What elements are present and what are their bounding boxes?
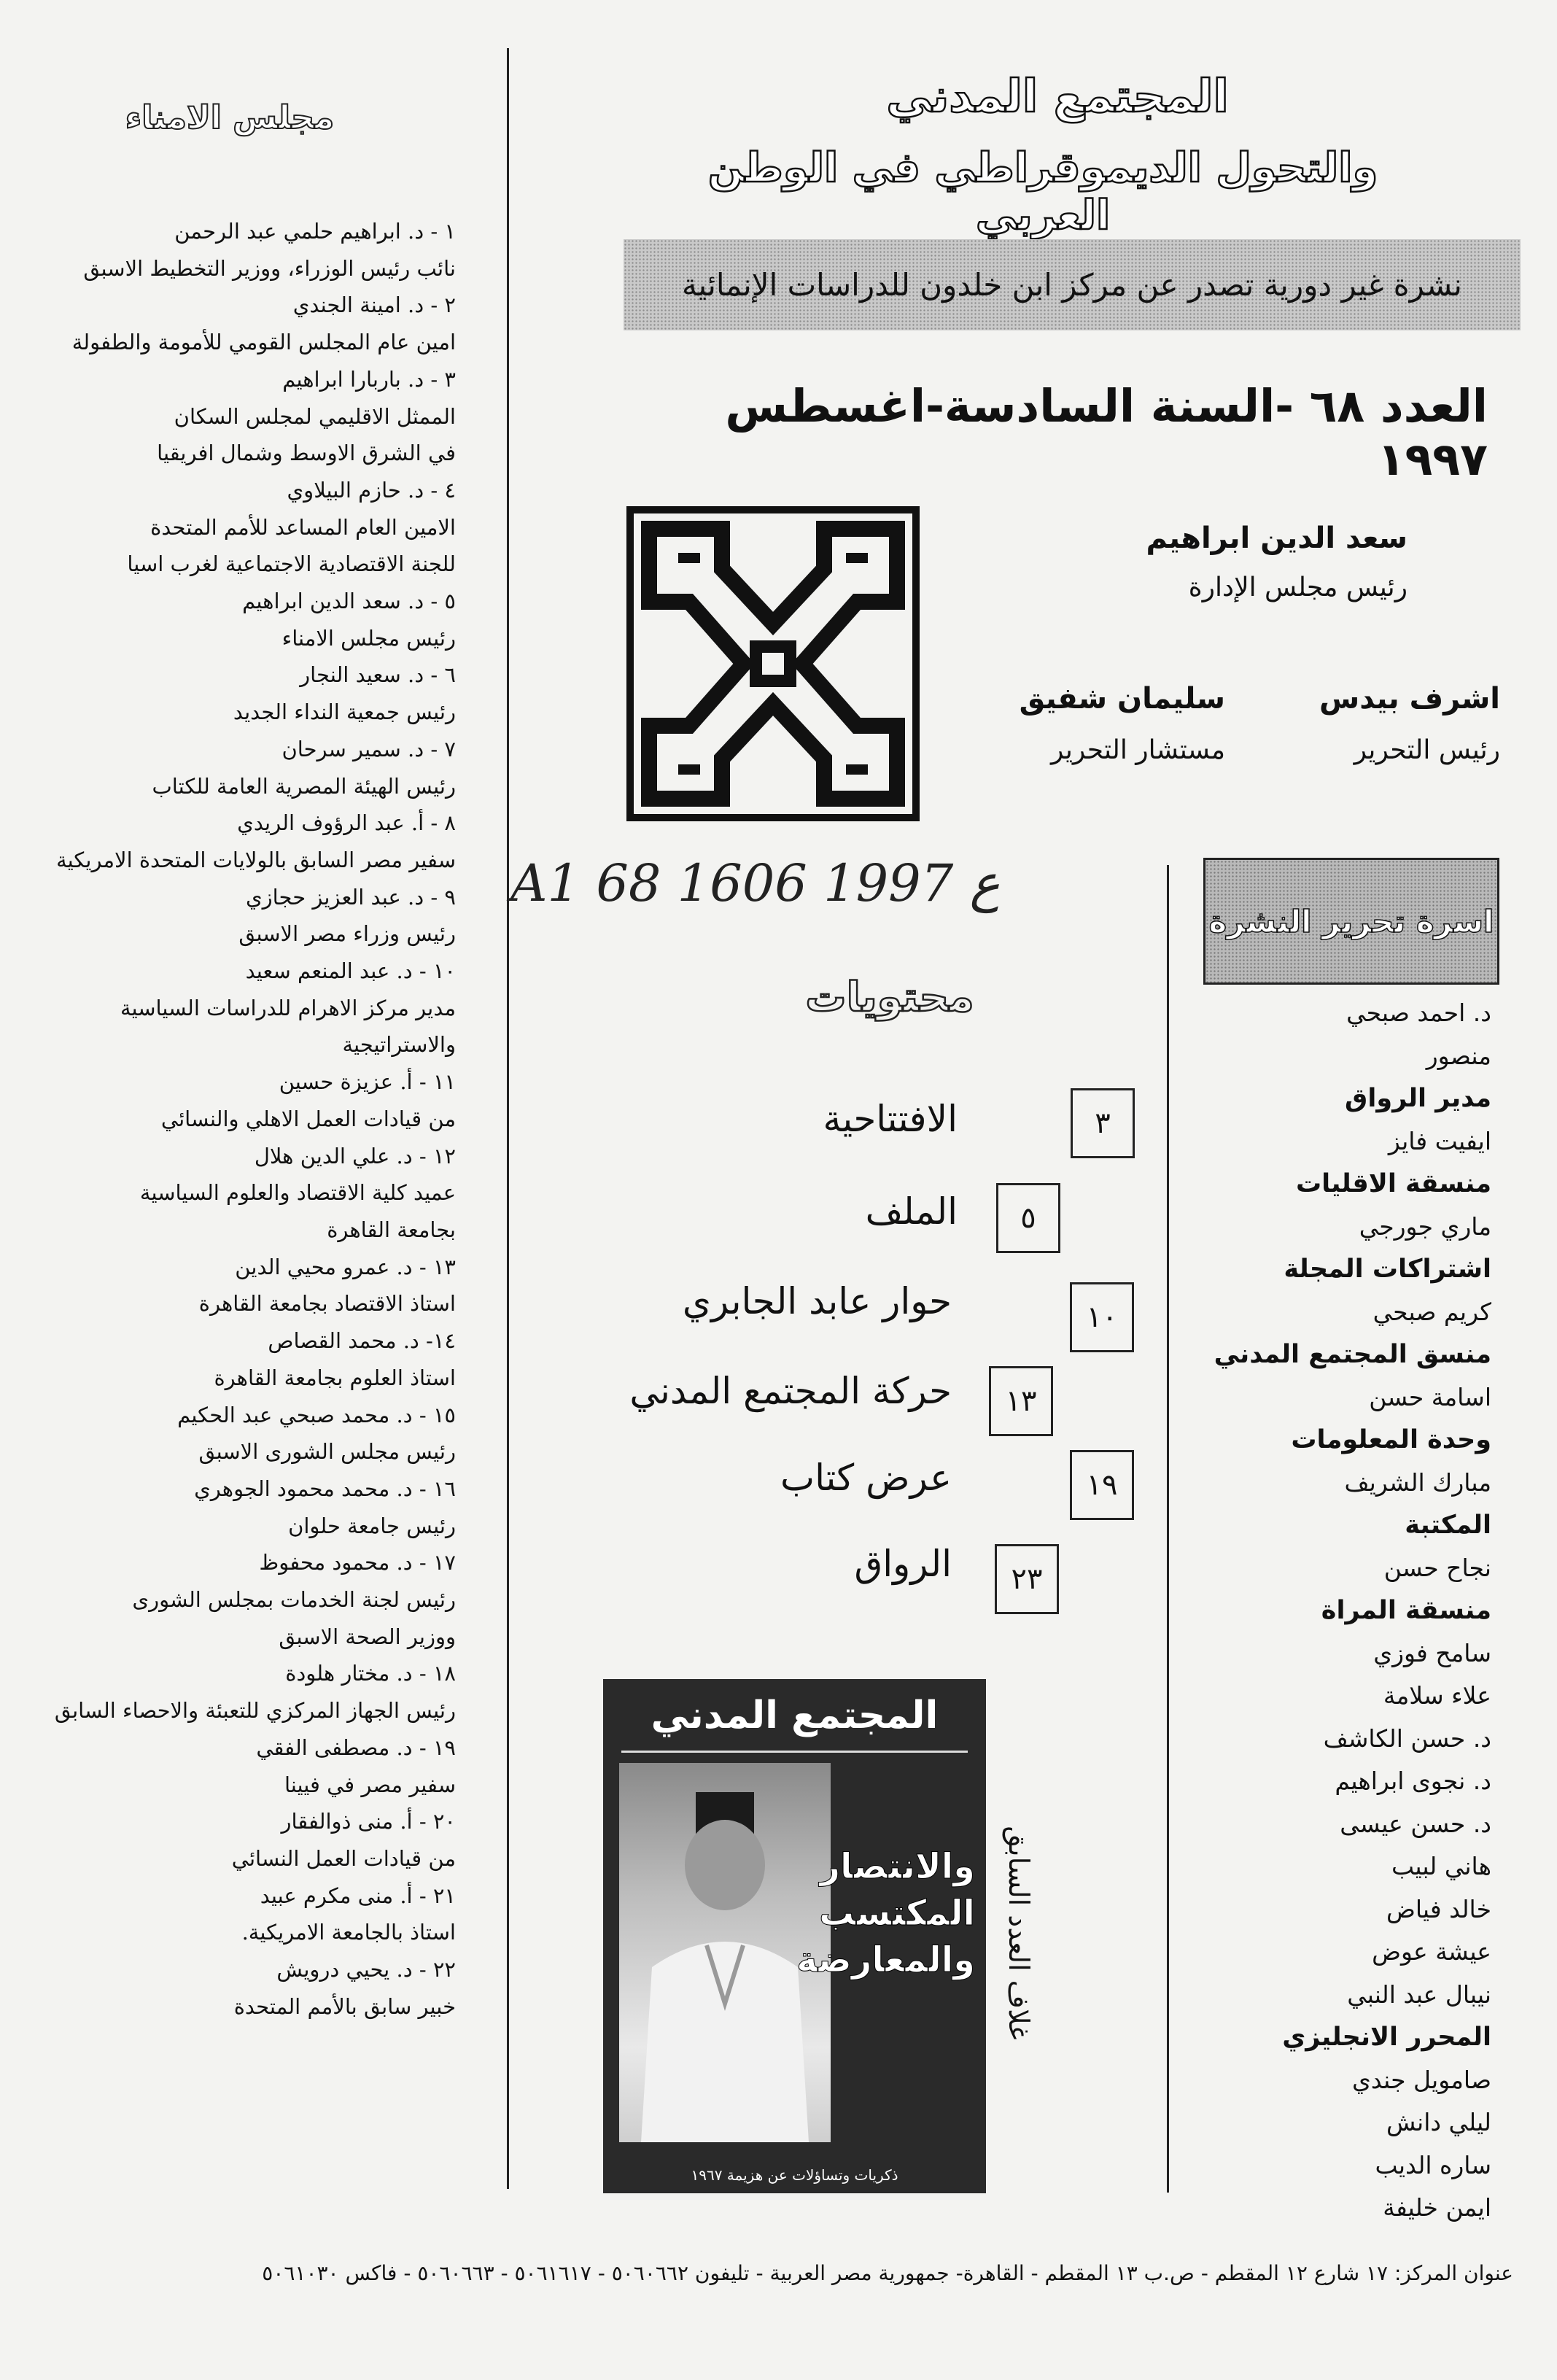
editorial-member-name: نجاح حسن <box>1383 1553 1491 1582</box>
trustee-line: من قيادات العمل الاهلي والنسائي <box>160 1106 456 1131</box>
editorial-member-name: د. احمد صبحي <box>1346 999 1491 1027</box>
toc-item-title: عرض كتاب <box>780 1457 952 1499</box>
masthead-subtitle: والتحول الديموقراطي في الوطن العربي <box>707 144 1378 239</box>
trustee-line: خبير سابق بالأمم المتحدة <box>233 1993 456 2019</box>
editorial-member-name: هاني لبيب <box>1391 1852 1491 1880</box>
toc-item-page: ٥ <box>996 1183 1060 1253</box>
trustee-line: مدير مركز الاهرام للدراسات السياسية <box>120 995 456 1020</box>
editorial-member-name: نيبال عبد النبي <box>1347 1980 1491 2009</box>
trustee-line: ٢١ - أ. منى مكرم عبيد <box>260 1883 456 1908</box>
toc-item-page: ٢٣ <box>995 1544 1059 1614</box>
trustee-line: ٤ - د. حازم البيلاوي <box>287 477 456 503</box>
trustee-line: ووزير الصحة الاسبق <box>279 1624 456 1649</box>
editorial-family-list <box>1149 992 1491 2230</box>
trustee-line: رئيس الجهاز المركزي للتعبئة والاحصاء السابق <box>54 1698 456 1724</box>
toc-item-title: حركة المجتمع المدني <box>629 1370 952 1412</box>
editorial-section-title: منسقة الاقليات <box>1295 1169 1491 1198</box>
editorial-member-name: عيشة عوض <box>1372 1937 1491 1966</box>
chairman-name: سعد الدين ابراهيم <box>1146 522 1407 555</box>
previous-cover-caption-text: غلاف العدد السابق <box>1003 1826 1035 2040</box>
editorial-member-name: خالد فياض <box>1386 1894 1491 1923</box>
editorial-member-name: ايمن خليفة <box>1383 2193 1491 2222</box>
editorial-member-name: د. حسن الكاشف <box>1323 1724 1491 1753</box>
column-divider <box>507 48 509 2189</box>
previous-cover-caption <box>1001 1678 1037 2188</box>
editorial-member-name: كريم صبحي <box>1372 1297 1491 1326</box>
trustee-line: ١٥ - د. محمد صبحي عبد الحكيم <box>177 1402 456 1427</box>
editorial-section-title: المحرر الانجليزي <box>1282 2023 1491 2052</box>
trustee-line: ٦ - د. سعيد النجار <box>300 662 456 688</box>
handwritten-annotation: A1 68 ع 1997 1606 <box>510 853 1001 913</box>
trustee-line: ١٨ - د. مختار هلودة <box>285 1661 456 1686</box>
chairman-role: رئيس مجلس الإدارة <box>1188 573 1407 602</box>
trustee-line: ٨ - أ. عبد الرؤوف الريدي <box>237 810 456 836</box>
toc-item-title: حوار عابد الجابري <box>682 1280 952 1322</box>
trustees-list <box>18 213 456 2025</box>
editorial-member-name: صامويل جندي <box>1352 2065 1491 2094</box>
trustee-line: ١٤- د. محمد القصاص <box>268 1328 456 1354</box>
trustee-line: من قيادات العمل النسائي <box>231 1845 456 1871</box>
trustee-line: رئيس جمعية النداء الجديد <box>233 699 456 725</box>
editor-in-chief-name: اشرف بيدس <box>1319 682 1500 716</box>
trustee-line: رئيس الهيئة المصرية العامة للكتاب <box>152 773 456 799</box>
toc-item-page: ١٣ <box>989 1366 1053 1436</box>
editorial-section-title: اشتراكات المجلة <box>1284 1255 1491 1284</box>
editorial-member-name: ماري جورجي <box>1359 1212 1491 1241</box>
trustee-line: رئيس جامعة حلوان <box>288 1513 456 1538</box>
editorial-section-title: وحدة المعلومات <box>1291 1425 1491 1454</box>
editorial-member-name: ليلي دانش <box>1386 2108 1491 2136</box>
trustee-line: ١٠ - د. عبد المنعم سعيد <box>245 958 456 984</box>
cover-divider <box>621 1751 968 1753</box>
editorial-section-title: منسقة المراة <box>1321 1596 1491 1625</box>
editorial-member-name: ايفيت فايز <box>1388 1126 1491 1155</box>
masthead-title: المجتمع المدني <box>886 69 1229 123</box>
trustee-line: رئيس مجلس الامناء <box>281 625 456 651</box>
contents-heading: محتويات <box>805 974 974 1021</box>
toc-item-page: ١٠ <box>1070 1282 1134 1352</box>
issue-line: العدد ٦٨ -السنة السادسة-اغسطس ١٩٩٧ <box>725 379 1488 486</box>
trustee-line: والاستراتيجية <box>342 1032 456 1058</box>
editorial-family-heading <box>1203 858 1499 985</box>
trustee-line: ٥ - د. سعد الدين ابراهيم <box>242 589 456 614</box>
trustee-line: نائب رئيس الوزراء، ووزير التخطيط الاسبق <box>83 255 456 281</box>
toc-item-page: ٣ <box>1071 1088 1135 1158</box>
editorial-advisor-name: سليمان شفيق <box>1019 682 1225 716</box>
editorial-advisor-role: مستشار التحرير <box>1051 735 1225 765</box>
trustee-line: ٢٠ - أ. منى ذوالفقار <box>281 1809 456 1834</box>
cover-title: المجتمع المدني <box>651 1694 939 1737</box>
trustee-line: رئيس وزراء مصر الاسبق <box>238 921 456 947</box>
trustee-line: رئيس لجنة الخدمات بمجلس الشورى <box>132 1587 456 1613</box>
cover-headline: والانتصار المكتسب والمعارضة <box>796 1846 975 1980</box>
editor-in-chief-role: رئيس التحرير <box>1354 735 1500 765</box>
trustee-line: عميد كلية الاقتصاد والعلوم السياسية <box>139 1180 456 1206</box>
editorial-member-name: د. حسن عيسى <box>1340 1809 1491 1838</box>
trustee-line: امين عام المجلس القومي للأمومة والطفولة <box>71 330 456 355</box>
editorial-member-name: منصور <box>1426 1041 1491 1070</box>
toc-item-page: ١٩ <box>1070 1450 1134 1520</box>
trustee-line: بجامعة القاهرة <box>327 1217 456 1242</box>
trustee-line: في الشرق الاوسط وشمال افريقيا <box>157 441 456 466</box>
editorial-section-title: المكتبة <box>1405 1511 1491 1540</box>
trustee-line: ٧ - د. سمير سرحان <box>281 736 456 761</box>
publisher-text: نشرة غير دورية تصدر عن مركز ابن خلدون للدراسات الإنمائية <box>682 267 1462 303</box>
previous-issue-cover <box>603 1679 986 2193</box>
trustee-line: سفير مصر السابق بالولايات المتحدة الامريكية <box>56 847 456 872</box>
trustee-line: استاذ العلوم بجامعة القاهرة <box>214 1365 456 1390</box>
publisher-banner <box>624 239 1521 330</box>
editorial-member-name: سامح فوزي <box>1373 1638 1491 1667</box>
trustee-line: ١٩ - د. مصطفى الفقي <box>256 1734 456 1760</box>
logo-icon <box>620 500 926 828</box>
trustee-line: رئيس مجلس الشورى الاسبق <box>198 1439 456 1465</box>
trustee-line: ٩ - د. عبد العزيز حجازي <box>245 884 456 910</box>
trustees-heading: مجلس الامناء <box>125 99 335 136</box>
trustee-line: الامين العام المساعد للأمم المتحدة <box>150 514 456 540</box>
editorial-family-heading-text: اسرة تحرير النشرة <box>1208 903 1494 939</box>
cover-bottom-text: ذكريات وتساؤلات عن هزيمة ١٩٦٧ <box>691 2166 898 2184</box>
editorial-member-name: مبارك الشريف <box>1344 1468 1491 1497</box>
editorial-section-title: منسق المجتمع المدني <box>1214 1340 1491 1369</box>
trustee-line: ١٢ - د. علي الدين هلال <box>254 1143 456 1168</box>
trustee-line: للجنة الاقتصادية الاجتماعية لغرب اسيا <box>127 551 456 577</box>
toc-item-title: الافتتاحية <box>823 1098 958 1140</box>
trustee-line: سفير مصر في فيينا <box>284 1772 456 1797</box>
trustee-line: ١ - د. ابراهيم حلمي عبد الرحمن <box>174 219 456 244</box>
trustee-line: استاذ بالجامعة الامريكية. <box>241 1920 456 1945</box>
footer-address: عنوان المركز: ١٧ شارع ١٢ المقطم - ص.ب ١٣ المقطم - القاهرة- جمهورية مصر العربية - تليفون ٥٠٦٠٦٦٢ - ٥٠٦١٦١٧ - ٥٠٦٠٦٦٣ - فاكس ٥٠٦١٠٣٠ <box>262 2261 1513 2285</box>
toc-item-title: الملف <box>865 1190 958 1233</box>
trustee-line: ١٦ - د. محمد محمود الجوهري <box>194 1476 456 1501</box>
trustee-line: ٢٢ - د. يحيي درويش <box>276 1957 456 1982</box>
trustee-line: استاذ الاقتصاد بجامعة القاهرة <box>198 1291 456 1317</box>
trustee-line: ١١ - أ. عزيزة حسين <box>279 1069 456 1095</box>
trustee-line: ١٧ - د. محمود محفوظ <box>259 1550 456 1575</box>
editorial-member-name: اسامة حسن <box>1369 1382 1491 1411</box>
editorial-member-name: ساره الديب <box>1375 2150 1491 2179</box>
trustee-line: ٢ - د. امينة الجندي <box>292 292 456 318</box>
toc-item-title: الرواق <box>854 1543 952 1585</box>
trustee-line: الممثل الاقليمي لمجلس السكان <box>174 403 456 429</box>
trustee-line: ١٣ - د. عمرو محيي الدين <box>235 1254 456 1279</box>
trustee-line: ٣ - د. باربارا ابراهيم <box>282 366 456 392</box>
editorial-member-name: علاء سلامة <box>1383 1681 1491 1710</box>
editorial-section-title: مدير الرواق <box>1345 1084 1491 1113</box>
editorial-member-name: د. نجوى ابراهيم <box>1335 1767 1491 1795</box>
